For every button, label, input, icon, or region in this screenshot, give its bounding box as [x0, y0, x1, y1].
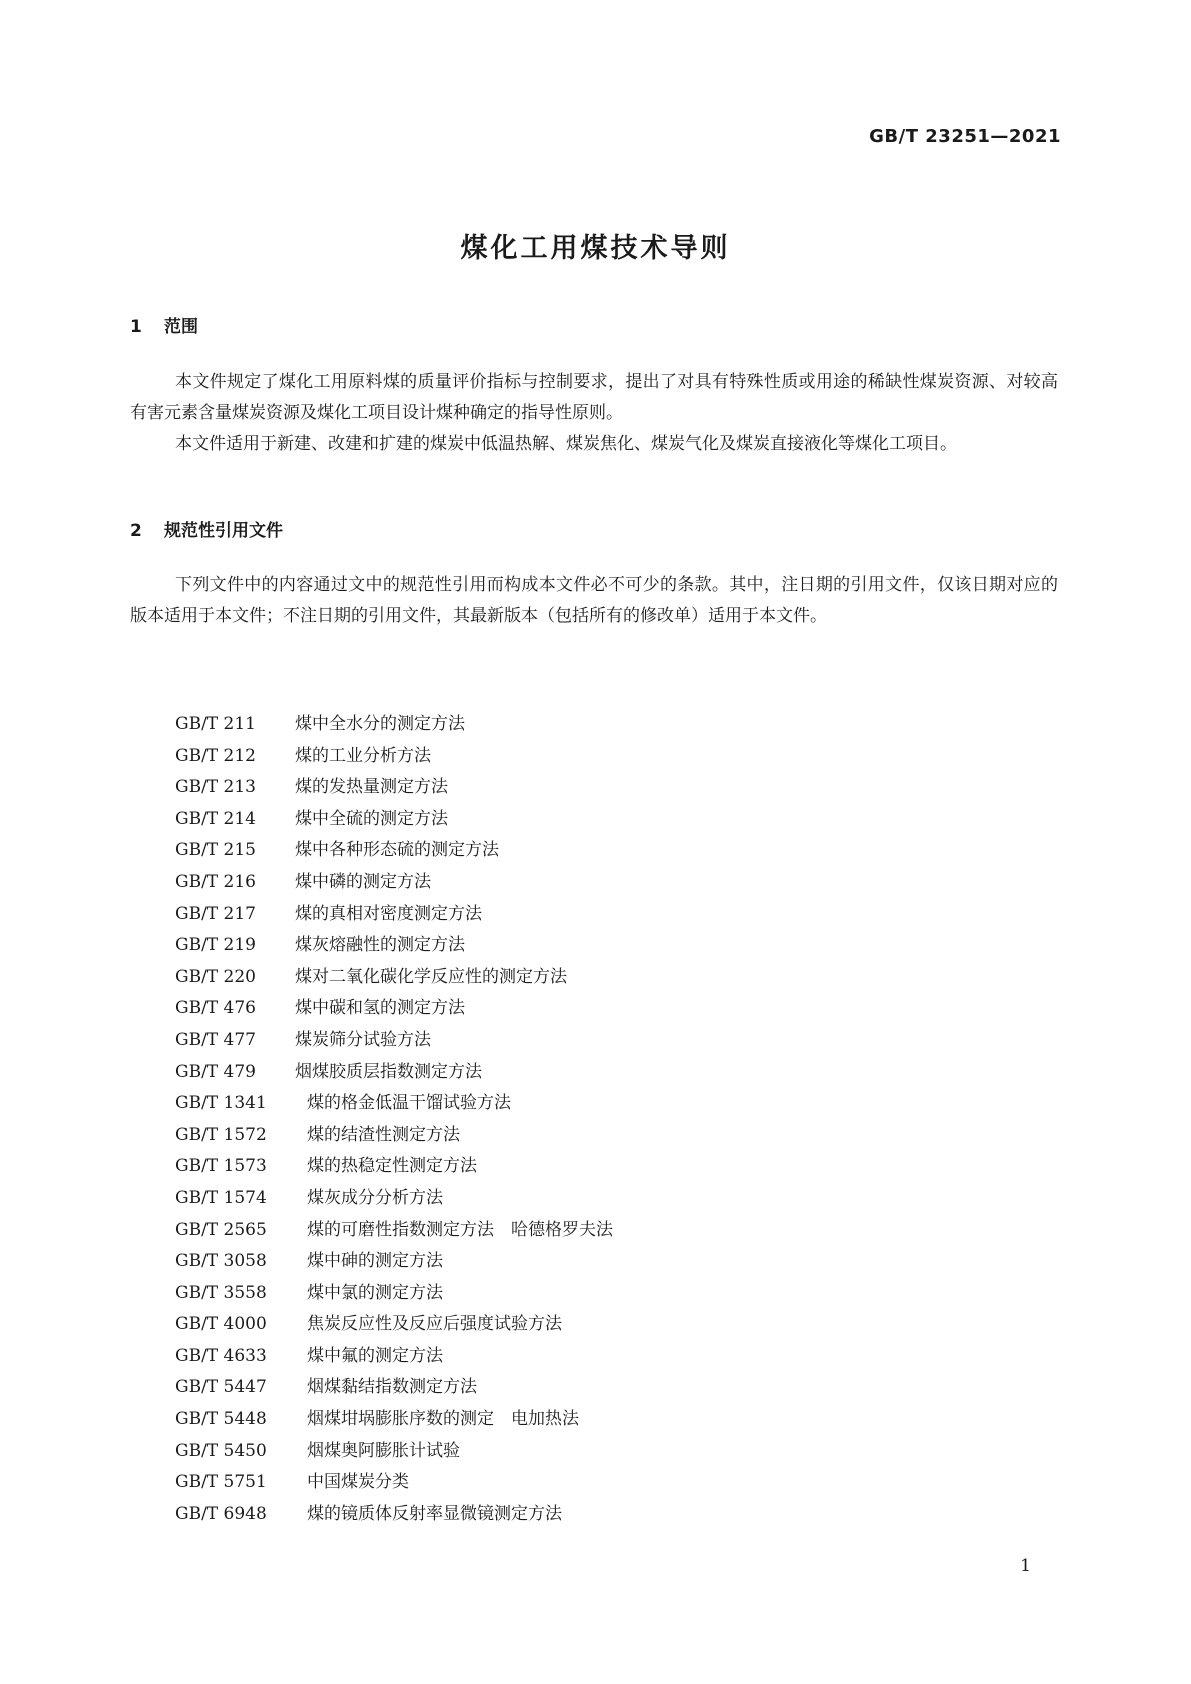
reference-item — [175, 993, 613, 1025]
section-number: 1 — [130, 317, 142, 337]
page-number: 1 — [1020, 1556, 1031, 1576]
section-heading-normative-references — [130, 516, 283, 541]
section-number: 2 — [130, 521, 142, 541]
reference-title: 中国煤炭分类 — [307, 1472, 409, 1493]
reference-code: GB/T 217 — [175, 903, 256, 924]
reference-item — [175, 867, 613, 899]
reference-title: 煤的结渣性测定方法 — [307, 1124, 460, 1145]
reference-item — [175, 962, 613, 994]
reference-code: GB/T 1574 — [175, 1187, 267, 1208]
reference-item — [175, 1246, 613, 1278]
scope-paragraph-1: 本文件规定了煤化工用原料煤的质量评价指标与控制要求，提出了对具有特殊性质或用途的稀缺性煤炭资源、对较高有害元素含量煤炭资源及煤化工项目设计煤种确定的指导性原则。 — [130, 372, 1058, 423]
reference-title: 煤的发热量测定方法 — [295, 777, 448, 798]
reference-title: 煤中砷的测定方法 — [307, 1251, 443, 1272]
reference-code: GB/T 1572 — [175, 1124, 267, 1145]
reference-title: 烟煤坩埚膨胀序数的测定 电加热法 — [307, 1409, 579, 1430]
reference-item — [175, 835, 613, 867]
reference-code: GB/T 3058 — [175, 1251, 267, 1272]
reference-title: 煤中碳和氢的测定方法 — [295, 998, 465, 1019]
reference-title: 煤的可磨性指数测定方法 哈德格罗夫法 — [307, 1219, 613, 1240]
reference-title: 煤炭筛分试验方法 — [295, 1029, 431, 1050]
reference-code: GB/T 479 — [175, 1061, 256, 1082]
reference-code: GB/T 216 — [175, 871, 256, 892]
reference-title: 煤中磷的测定方法 — [295, 871, 431, 892]
scope-paragraph-2: 本文件适用于新建、改建和扩建的煤炭中低温热解、煤炭焦化、煤炭气化及煤炭直接液化等煤化工项目。 — [175, 434, 957, 454]
reference-title: 煤中全硫的测定方法 — [295, 808, 448, 829]
reference-item — [175, 772, 613, 804]
reference-code: GB/T 220 — [175, 966, 256, 987]
references-intro: 下列文件中的内容通过文中的规范性引用而构成本文件必不可少的条款。其中，注日期的引用文件，仅该日期对应的版本适用于本文件；不注日期的引用文件，其最新版本（包括所有的修改单）适用于本文件。 — [130, 575, 1058, 626]
reference-item — [175, 1025, 613, 1057]
reference-code: GB/T 4633 — [175, 1345, 267, 1366]
reference-title: 煤灰成分分析方法 — [307, 1187, 443, 1208]
reference-code: GB/T 215 — [175, 840, 256, 861]
reference-title: 煤对二氧化碳化学反应性的测定方法 — [295, 966, 567, 987]
reference-code: GB/T 476 — [175, 998, 256, 1019]
reference-item — [175, 1499, 613, 1531]
reference-item — [175, 1183, 613, 1215]
reference-title: 煤灰熔融性的测定方法 — [295, 935, 465, 956]
reference-title: 烟煤胶质层指数测定方法 — [295, 1061, 482, 1082]
reference-item — [175, 1278, 613, 1310]
reference-item — [175, 741, 613, 773]
reference-item — [175, 1467, 613, 1499]
reference-item — [175, 1120, 613, 1152]
reference-title: 煤的镜质体反射率显微镜测定方法 — [307, 1503, 562, 1524]
reference-title: 煤中氯的测定方法 — [307, 1282, 443, 1303]
reference-title: 烟煤黏结指数测定方法 — [307, 1377, 477, 1398]
reference-title: 焦炭反应性及反应后强度试验方法 — [307, 1314, 562, 1335]
document-title: 煤化工用煤技术导则 — [460, 233, 731, 264]
reference-item — [175, 1088, 613, 1120]
reference-item — [175, 1309, 613, 1341]
reference-item — [175, 899, 613, 931]
reference-title: 烟煤奥阿膨胀计试验 — [307, 1440, 460, 1461]
section-heading-scope — [130, 312, 198, 337]
reference-item — [175, 1436, 613, 1468]
reference-code: GB/T 211 — [175, 714, 256, 734]
reference-code: GB/T 214 — [175, 808, 256, 829]
reference-item — [175, 1215, 613, 1247]
reference-code: GB/T 212 — [175, 745, 256, 766]
standard-code: GB/T 23251—2021 — [869, 126, 1061, 147]
reference-code: GB/T 5447 — [175, 1377, 267, 1398]
reference-code: GB/T 5448 — [175, 1409, 267, 1430]
reference-item — [175, 1341, 613, 1373]
reference-code: GB/T 3558 — [175, 1282, 267, 1303]
reference-code: GB/T 219 — [175, 935, 256, 956]
reference-title: 煤的工业分析方法 — [295, 745, 431, 766]
reference-list — [175, 709, 613, 1530]
reference-item — [175, 1057, 613, 1089]
reference-item — [175, 804, 613, 836]
reference-code: GB/T 4000 — [175, 1314, 267, 1335]
reference-item — [175, 1372, 613, 1404]
reference-title: 煤的热稳定性测定方法 — [307, 1156, 477, 1177]
reference-item — [175, 709, 613, 741]
section-title: 规范性引用文件 — [164, 521, 283, 541]
reference-item — [175, 930, 613, 962]
reference-item — [175, 1404, 613, 1436]
reference-code: GB/T 5751 — [175, 1472, 267, 1493]
reference-code: GB/T 213 — [175, 777, 256, 798]
reference-title: 煤中全水分的测定方法 — [295, 714, 465, 734]
reference-code: GB/T 2565 — [175, 1219, 267, 1240]
reference-code: GB/T 1573 — [175, 1156, 267, 1177]
reference-title: 煤中氟的测定方法 — [307, 1345, 443, 1366]
reference-title: 煤中各种形态硫的测定方法 — [295, 840, 499, 861]
reference-title: 煤的真相对密度测定方法 — [295, 903, 482, 924]
reference-code: GB/T 477 — [175, 1029, 256, 1050]
section-title: 范围 — [164, 317, 198, 337]
reference-code: GB/T 1341 — [175, 1093, 267, 1114]
reference-code: GB/T 5450 — [175, 1440, 267, 1461]
reference-code: GB/T 6948 — [175, 1503, 267, 1524]
reference-item — [175, 1151, 613, 1183]
reference-title: 煤的格金低温干馏试验方法 — [307, 1093, 511, 1114]
